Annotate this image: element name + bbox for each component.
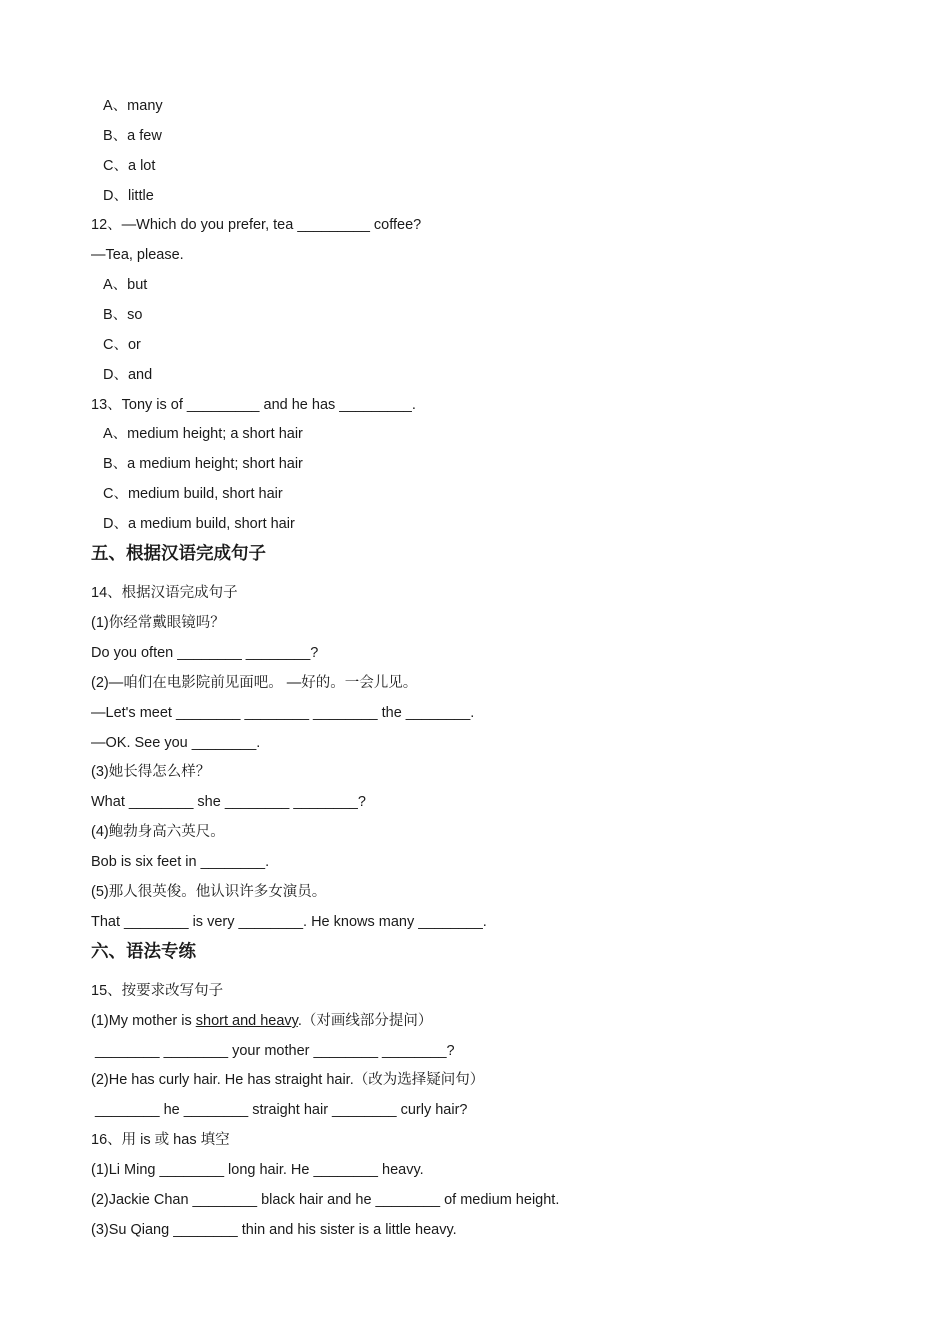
q14-item-4-en: Bob is six feet in ________. — [91, 854, 270, 870]
q15-item-1-underlined: short and heavy — [195, 1013, 298, 1029]
q15-item-1-prefix: (1)My mother is — [91, 1013, 196, 1029]
q14-item-5-en: That ________ is very ________. He knows many ________. — [91, 914, 487, 930]
q11-option-c: C、a lot — [103, 158, 156, 174]
q15-title: 15、按要求改写句子 — [91, 983, 224, 999]
q15-item-2-answer: ________ he ________ straight hair ________ curly hair? — [91, 1102, 468, 1118]
q14-item-3-en: What ________ she ________ ________? — [91, 794, 366, 810]
q13-option-c: C、medium build, short hair — [103, 486, 283, 502]
q12-reply: —Tea, please. — [91, 247, 184, 263]
section5-heading: 五、根据汉语完成句子 — [91, 543, 266, 563]
q14-item-1-en: Do you often ________ ________? — [91, 645, 319, 661]
q15-item-2: (2)He has curly hair. He has straight hair.（改为选择疑问句） — [91, 1072, 485, 1088]
q14-title: 14、根据汉语完成句子 — [91, 585, 238, 601]
q13-stem: 13、Tony is of _________ and he has _________. — [91, 397, 416, 413]
q13-option-d: D、a medium build, short hair — [103, 516, 295, 532]
q16-item-2: (2)Jackie Chan ________ black hair and he ________ of medium height. — [91, 1192, 560, 1208]
q13-option-b: B、a medium height; short hair — [103, 456, 303, 472]
q11-option-d: D、little — [103, 188, 154, 204]
section6-heading: 六、语法专练 — [91, 941, 196, 961]
q12-option-b: B、so — [103, 307, 143, 323]
q12-option-d: D、and — [103, 367, 153, 383]
q14-item-1-cn: (1)你经常戴眼镜吗？ — [91, 615, 225, 631]
q14-item-2-en-a: —Let's meet ________ ________ ________ the ________. — [91, 705, 475, 721]
q12-stem: 12、—Which do you prefer, tea _________ coffee? — [91, 217, 422, 233]
q14-item-2-en-b: —OK. See you ________. — [91, 735, 261, 751]
q12-option-a: A、but — [103, 277, 148, 293]
q14-item-2-cn: (2)—咱们在电影院前见面吧。 —好的。一会儿见。 — [91, 675, 418, 691]
q13-option-a: A、medium height; a short hair — [103, 426, 303, 442]
q11-option-a: A、many — [103, 98, 163, 114]
q11-option-b: B、a few — [103, 128, 162, 144]
q15-item-1 — [91, 1011, 432, 1031]
q15-item-1-answer: ________ ________ your mother ________ ________? — [91, 1043, 455, 1059]
q15-item-1-suffix: .（对画线部分提问） — [297, 1013, 433, 1029]
q14-item-5-cn: (5)那人很英俊。他认识许多女演员。 — [91, 884, 327, 900]
q16-item-3: (3)Su Qiang ________ thin and his sister is a little heavy. — [91, 1222, 457, 1238]
q12-option-c: C、or — [103, 337, 141, 353]
q14-item-4-cn: (4)鲍勃身高六英尺。 — [91, 824, 225, 840]
q16-item-1: (1)Li Ming ________ long hair. He ________ heavy. — [91, 1162, 424, 1178]
q16-title: 16、用 is 或 has 填空 — [91, 1132, 230, 1148]
q14-item-3-cn: (3)她长得怎么样？ — [91, 764, 211, 780]
